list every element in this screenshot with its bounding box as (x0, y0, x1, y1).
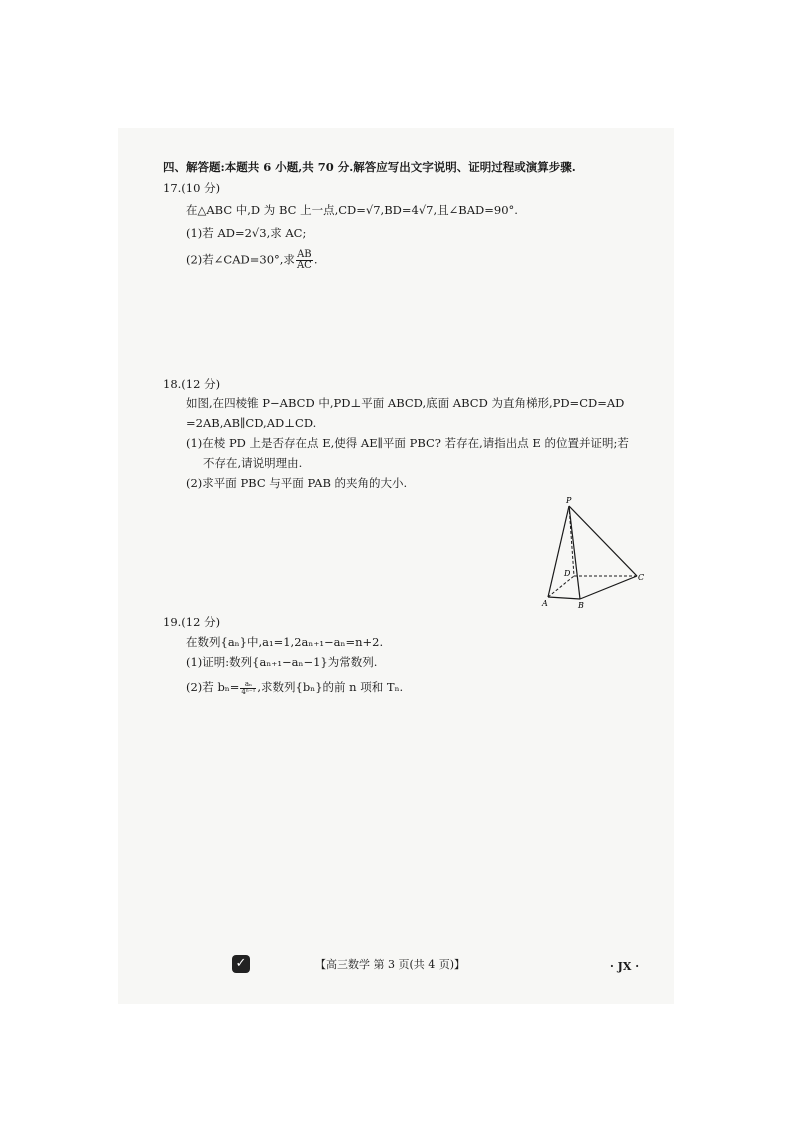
fraction-denominator: 4ⁿ⁻¹ (241, 687, 256, 696)
q19-stem: 在数列{aₙ}中,a₁=1,2aₙ₊₁−aₙ=n+2. (186, 635, 384, 649)
q17-stem-root2: √7 (418, 203, 434, 217)
q18-line2: =2AB,AB∥CD,AD⊥CD. (186, 416, 317, 430)
q19-part2-text-b: ,求数列{bₙ}的前 n 项和 Tₙ. (257, 680, 404, 694)
q18-part1-line1: (1)在棱 PD 上是否存在点 E,使得 AE∥平面 PBC? 若存在,请指出点 E 的位置并证明;若 (186, 436, 629, 450)
pyramid-figure (536, 494, 648, 614)
edge-PC (569, 506, 637, 576)
q17-stem-root1: √7 (365, 203, 381, 217)
q17-part2-text: (2)若∠CAD=30°,求 (186, 252, 295, 267)
section-heading: 四、解答题:本题共 6 小题,共 70 分.解答应写出文字说明、证明过程或演算步骤. (163, 160, 576, 174)
q18-line1: 如图,在四棱锥 P−ABCD 中,PD⊥平面 ABCD,底面 ABCD 为直角梯形,PD=CD=AD (186, 396, 625, 410)
edge-AB (548, 597, 580, 599)
q19-part2 (186, 680, 403, 696)
fraction-numerator: aₙ (240, 681, 256, 689)
q19-part2-fraction (240, 681, 256, 696)
q18-number: 18.(12 分) (163, 377, 221, 391)
q19-part2-text-a: (2)若 bₙ= (186, 680, 240, 694)
q19-part1: (1)证明:数列{aₙ₊₁−aₙ−1}为常数列. (186, 655, 378, 669)
q17-part2-fraction (296, 250, 313, 271)
label-B: B (578, 601, 584, 610)
q17-part1: (1)若 AD=2√3,求 AC; (186, 226, 307, 240)
label-P: P (566, 496, 572, 505)
check-badge-icon: ✓ (232, 955, 250, 973)
edge-PA (548, 506, 569, 597)
q19-number: 19.(12 分) (163, 615, 221, 629)
q17-number: 17.(10 分) (163, 181, 221, 195)
q17-stem-part-c: ,且∠BAD=90°. (433, 203, 518, 217)
q18-part1-line2: 不存在,请说明理由. (203, 456, 303, 470)
label-C: C (638, 573, 645, 582)
footer-region-code: · JX · (610, 960, 640, 973)
q17-stem (186, 203, 518, 217)
fraction-denominator: AC (296, 260, 312, 271)
page-footer: 【高三数学 第 3 页(共 4 页)】 (315, 958, 466, 971)
label-A: A (542, 599, 548, 608)
q17-part2-end: . (313, 252, 318, 267)
q17-stem-part-b: ,BD=4 (380, 203, 419, 217)
q17-part2 (186, 250, 317, 271)
edge-PB (569, 506, 580, 599)
label-D: D (564, 569, 571, 578)
fraction-numerator: AB (297, 249, 312, 260)
q18-part2: (2)求平面 PBC 与平面 PAB 的夹角的大小. (186, 476, 408, 490)
q17-stem-part-a: 在△ABC 中,D 为 BC 上一点,CD= (186, 203, 366, 217)
edge-BC (580, 576, 637, 599)
